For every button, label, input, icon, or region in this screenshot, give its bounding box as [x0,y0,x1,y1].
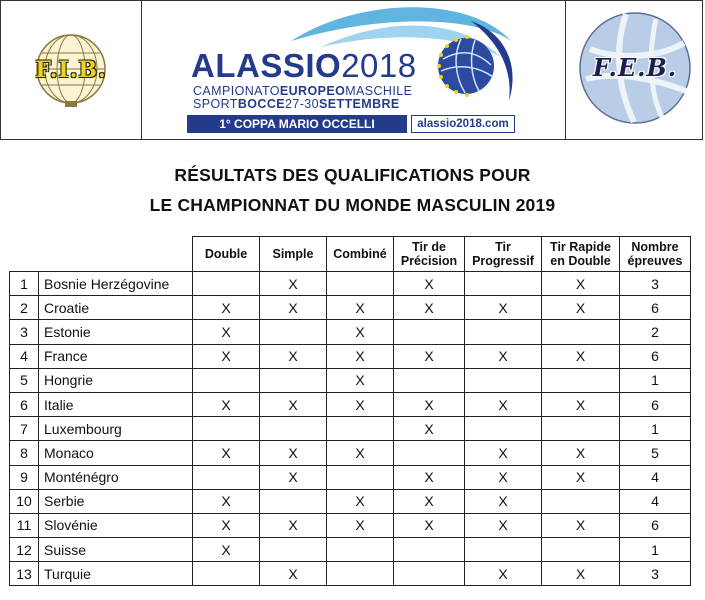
cell-simple: X [260,296,327,320]
cell-rapide: X [542,513,620,537]
cell-nombre-epreuves: 5 [620,441,691,465]
cell-simple: X [260,562,327,586]
table-row [10,392,691,416]
feb-logo-text: F.E.B. [592,53,678,82]
cell-double: X [193,538,260,562]
cell-simple [260,489,327,513]
country-name: Turquie [39,562,193,586]
cell-simple [260,320,327,344]
cell-progressif [465,368,542,392]
cell-simple: X [260,392,327,416]
column-header-nombre [620,237,691,272]
table-row [10,441,691,465]
event-logo-cell [141,1,565,139]
row-number: 1 [10,272,39,296]
country-name: Estonie [39,320,193,344]
cell-progressif [465,272,542,296]
event-subtitle-2 [193,98,400,111]
header-line: Précision [400,254,458,268]
cell-double: X [193,320,260,344]
row-number: 9 [10,465,39,489]
row-number: 7 [10,417,39,441]
table-row [10,562,691,586]
cell-double: X [193,489,260,513]
cell-double [193,465,260,489]
cell-combine [327,562,394,586]
event-subtitle-part: EUROPEO [279,84,346,98]
cell-progressif: X [465,489,542,513]
cell-simple [260,538,327,562]
column-header-simple: Simple [260,237,327,272]
cell-precision: X [394,272,465,296]
event-name: ALASSIO [191,47,342,84]
cell-progressif [465,538,542,562]
cell-rapide [542,417,620,441]
cell-precision [394,538,465,562]
cell-progressif: X [465,562,542,586]
event-subtitle-part: MASCHILE [345,84,413,98]
row-number: 10 [10,489,39,513]
event-subtitle-part: SETTEMBRE [318,97,400,111]
country-name: Serbie [39,489,193,513]
column-header-precision [394,237,465,272]
cell-simple: X [260,513,327,537]
row-number: 11 [10,513,39,537]
cell-double: X [193,513,260,537]
cell-combine: X [327,513,394,537]
row-number: 12 [10,538,39,562]
title-line-1: RÉSULTATS DES QUALIFICATIONS POUR [174,165,531,185]
results-table [9,236,691,586]
cell-combine [327,465,394,489]
cell-nombre-epreuves: 4 [620,489,691,513]
cell-combine [327,417,394,441]
cell-nombre-epreuves: 1 [620,538,691,562]
cell-precision: X [394,513,465,537]
cell-nombre-epreuves: 6 [620,344,691,368]
cell-progressif [465,417,542,441]
column-header-combine: Combiné [327,237,394,272]
header-line: Tir de [412,240,446,254]
cell-combine: X [327,344,394,368]
country-name: Bosnie Herzégovine [39,272,193,296]
country-name: Monaco [39,441,193,465]
cell-double [193,368,260,392]
country-name: Suisse [39,538,193,562]
cell-rapide [542,368,620,392]
cell-progressif [465,320,542,344]
cell-combine: X [327,320,394,344]
event-year: 2018 [341,47,417,84]
cell-combine [327,272,394,296]
row-number: 8 [10,441,39,465]
cell-double: X [193,344,260,368]
fib-logo-cell [1,1,142,139]
feb-logo [576,9,694,127]
cell-simple: X [260,441,327,465]
cell-double: X [193,296,260,320]
cell-nombre-epreuves: 1 [620,368,691,392]
cell-precision: X [394,489,465,513]
table-row [10,417,691,441]
header-line: Tir Rapide [550,240,611,254]
cell-nombre-epreuves: 2 [620,320,691,344]
row-number: 3 [10,320,39,344]
row-number: 6 [10,392,39,416]
cell-rapide: X [542,441,620,465]
cell-progressif: X [465,441,542,465]
table-row [10,344,691,368]
cell-precision: X [394,344,465,368]
cell-precision: X [394,417,465,441]
event-subtitle-part: BOCCE [237,97,285,111]
bocce-ball-icon [431,31,501,101]
cell-precision: X [394,465,465,489]
cell-rapide: X [542,392,620,416]
cell-precision [394,320,465,344]
cell-precision: X [394,392,465,416]
country-name: Luxembourg [39,417,193,441]
table-row [10,538,691,562]
country-name: Monténégro [39,465,193,489]
cell-simple [260,417,327,441]
cell-precision [394,441,465,465]
cell-rapide: X [542,344,620,368]
event-website: alassio2018.com [411,115,515,133]
table-row [10,489,691,513]
cell-double [193,417,260,441]
cell-precision [394,368,465,392]
cell-simple: X [260,272,327,296]
table-row [10,320,691,344]
event-subtitle-part: SPORT [193,97,238,111]
cell-rapide [542,538,620,562]
event-subtitle-part: CAMPIONATO [193,84,280,98]
cell-double [193,562,260,586]
cell-double: X [193,441,260,465]
column-header-progressif [465,237,542,272]
row-number: 4 [10,344,39,368]
header-blank-cell [10,237,193,272]
table-row [10,296,691,320]
header-banner [0,0,703,140]
page-title [0,160,705,220]
country-name: Croatie [39,296,193,320]
table-row [10,368,691,392]
cell-nombre-epreuves: 6 [620,513,691,537]
cell-rapide: X [542,562,620,586]
table-row [10,465,691,489]
cell-combine: X [327,441,394,465]
table-header-row [10,237,691,272]
row-number: 5 [10,368,39,392]
column-header-double: Double [193,237,260,272]
cell-simple [260,368,327,392]
cell-precision: X [394,296,465,320]
fib-logo [7,31,135,111]
table-row [10,513,691,537]
cell-combine: X [327,489,394,513]
cup-banner: 1° COPPA MARIO OCCELLI [187,115,407,133]
country-name: Italie [39,392,193,416]
cell-nombre-epreuves: 3 [620,562,691,586]
feb-logo-cell [565,1,705,139]
country-name: Slovénie [39,513,193,537]
title-line-2: LE CHAMPIONNAT DU MONDE MASCULIN 2019 [149,195,556,215]
header-line: épreuves [627,254,683,268]
cell-progressif: X [465,392,542,416]
cell-double [193,272,260,296]
cell-nombre-epreuves: 3 [620,272,691,296]
cell-nombre-epreuves: 6 [620,392,691,416]
cell-progressif: X [465,296,542,320]
cell-rapide: X [542,296,620,320]
header-line: Progressif [472,254,534,268]
table-row [10,272,691,296]
cell-rapide: X [542,465,620,489]
cell-rapide [542,489,620,513]
row-number: 2 [10,296,39,320]
cell-combine: X [327,368,394,392]
cell-rapide [542,320,620,344]
cell-progressif: X [465,465,542,489]
header-line: Nombre [631,240,679,254]
cell-nombre-epreuves: 4 [620,465,691,489]
header-line: en Double [550,254,611,268]
cell-combine: X [327,392,394,416]
header-line: Tir [495,240,511,254]
event-title [191,49,417,83]
row-number: 13 [10,562,39,586]
cell-nombre-epreuves: 1 [620,417,691,441]
country-name: Hongrie [39,368,193,392]
fib-logo-text: F.I.B. [35,57,107,83]
cell-simple: X [260,465,327,489]
event-subtitle-part: 27-30 [285,97,319,111]
cell-simple: X [260,344,327,368]
cell-precision [394,562,465,586]
cell-combine [327,538,394,562]
country-name: France [39,344,193,368]
cell-progressif: X [465,344,542,368]
cell-progressif: X [465,513,542,537]
cell-combine: X [327,296,394,320]
cell-double: X [193,392,260,416]
cell-rapide: X [542,272,620,296]
cell-nombre-epreuves: 6 [620,296,691,320]
column-header-rapide [542,237,620,272]
